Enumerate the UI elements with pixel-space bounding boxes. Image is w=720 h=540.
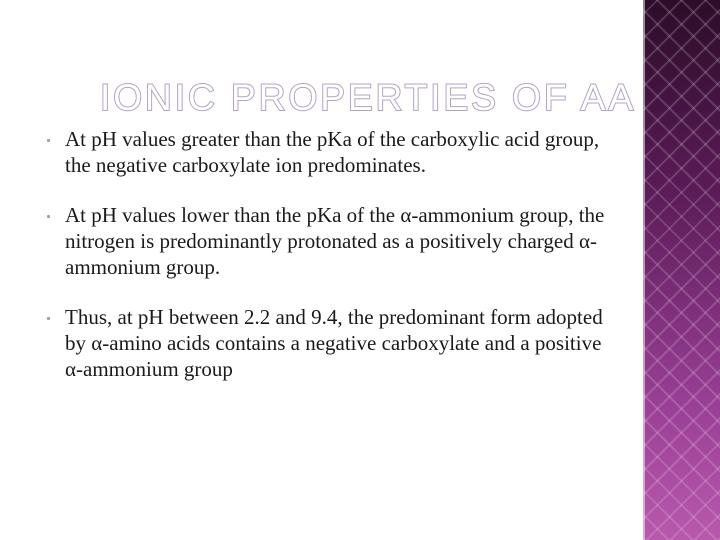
decorative-side-band	[643, 0, 720, 540]
bullet-marker-icon	[47, 139, 50, 142]
side-band-edge	[643, 0, 645, 540]
slide-title: IONIC PROPERTIES OF AA	[100, 77, 637, 118]
bullet-item	[44, 202, 612, 280]
bullet-list	[44, 126, 612, 382]
bullet-marker-icon	[47, 215, 50, 218]
bullet-marker-icon	[47, 317, 50, 320]
bullet-text: At pH values lower than the pKa of the α-ammonium group, the nitrogen is predominantly protonated as a positively charged α-ammonium group.	[65, 203, 605, 279]
bullet-item	[44, 304, 612, 382]
bullet-text: At pH values greater than the pKa of the carboxylic acid group, the negative carboxylate ion predominates.	[65, 127, 600, 177]
bullet-item	[44, 126, 612, 178]
bullet-text: Thus, at pH between 2.2 and 9.4, the predominant form adopted by α-amino acids contains a negative carboxylate and a positive α-ammonium group	[65, 305, 603, 381]
